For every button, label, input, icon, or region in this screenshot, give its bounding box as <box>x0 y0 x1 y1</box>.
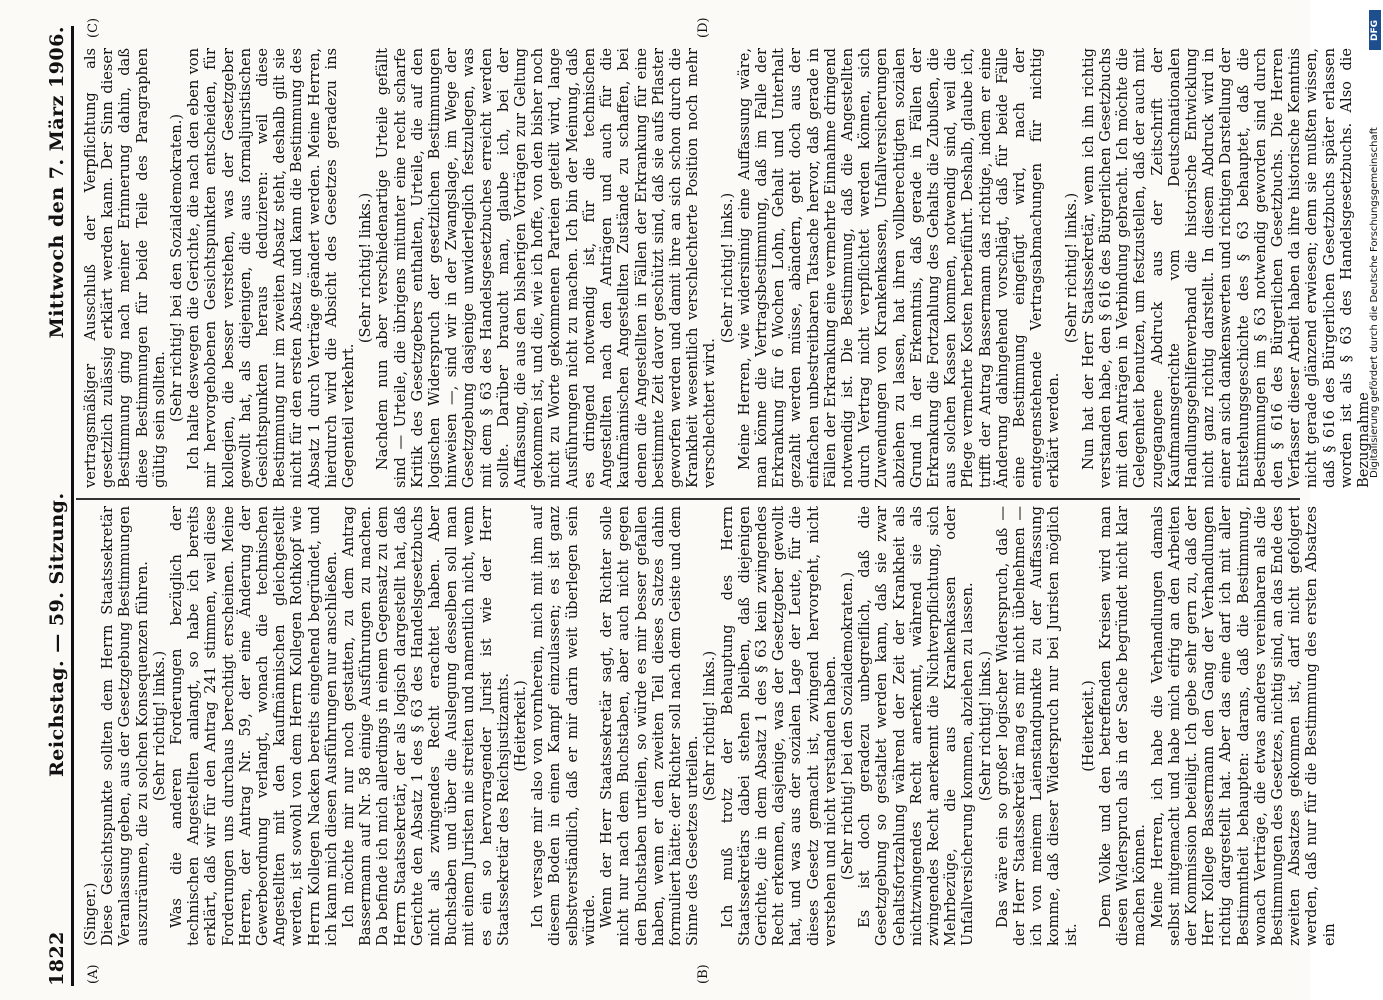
paragraph: Ich möchte mir nur noch gestatten, zu dem Antrag Bassermann auf Nr. 58 einige Ausführungen zu machen. Da befinde ich mich allerdings in einem Gegensatz zu dem Herrn Staatssekretär, der als logisch dargestellt hat, daß Gerichte den Absatz 1 des § 63 des Handelsgesetzbuchs nicht als zwingendes Recht erachtet haben. Aber Buchstaben und über die Auslegung desselben soll man mit einem Juristen nie streiten und namentlich nicht, wenn es ein so hervorragender Jurist ist wie der Herr Staatssekretär des Reichsjustizamts. <box>340 506 512 946</box>
interjection: (Sehr richtig! links.) <box>357 192 375 344</box>
speaker-name: (Singer.) <box>82 882 99 946</box>
text-column-right <box>82 48 1373 488</box>
session-date: Mittwoch den 7. März 1906. <box>46 26 68 339</box>
interjection: (Sehr richtig! links.) <box>718 192 736 344</box>
interjection: (Heiterkeit.) <box>512 680 530 772</box>
paragraph: Meine Herren, wie widersinnig eine Auffassung wäre, man könne die Vertragsbestimmung, daß im Falle der Erkrankung für 6 Wochen Lohn, Gehalt und Unterhalt gezahlt werden müsse, abändern, geht doch aus der einfachen unbestreitbaren Tatsache hervor, daß gerade in Fällen der Erkrankung eine vermehrte Einnahme dringend notwendig ist. Die Bestimmung, daß die Angestellten durch Vertrag nicht verpflichtet werden können, sich Zuwendungen von Krankenkassen, Unfallversicherungen abziehen zu lassen, hat ihren vollberechtigten sozialen Grund in der Erkenntnis, daß gerade in Fällen der Erkrankung die Fortzahlung des Gehalts die Zubußen, die aus solchen Kassen kommen, notwendig sind, weil die Pflege vermehrte Kosten herbeiführt. Deshalb, glaube ich, trifft der Antrag Bassermann das richtige, indem er eine Änderung dahingehend vorschlägt, daß für beide Fälle eine Bestimmung eingefügt wird, nach der entgegenstehende Vertragsabmachungen für nichtig erklärt werden. <box>735 48 1063 488</box>
interjection: (Sehr richtig! bei den Sozialdemokraten.) <box>838 571 856 881</box>
margin-letter-c: (C) <box>86 17 101 38</box>
interjection: (Sehr richtig! links.) <box>150 650 168 802</box>
paragraph: Wenn der Herr Staatssekretär sagt, der Richter solle nicht nur nach dem Buchstaben, aber auch nicht gegen den Buchstaben urteilen, so würde es mir besser gefallen haben, wenn er den zweiten Teil dieses Satzes dahin formuliert hätte: der Richter soll nach dem Geiste und dem Sinne des Gesetzes urteilen. <box>598 505 702 946</box>
column-divider <box>76 499 1300 501</box>
paragraph: Ich halte deswegen die Gerichte, die nach den eben von mir hervorgehobenen Gesichtspunkten entscheiden, für kollegien, die besser verstehen, was der Gesetzgeber gewollt hat, als diejenigen, die aus formaljuristischen Gesichtspunkten heraus deduzieren: weil diese Bestimmung nur im zweiten Absatz steht, deshalb gilt sie nicht für den ersten Absatz und kann die Bestimmung des Absatz 1 durch Verträge geändert werden. Meine Herren, hierdurch wird die Absicht des Gesetzes geradezu ins Gegenteil verkehrt. <box>185 48 358 488</box>
page-number: 1822 <box>46 931 68 986</box>
paragraph: Das wäre ein so großer logischer Widerspruch, daß — der Herr Staatssekretär mag es mir nicht übelnehmen — ich von meinem Laienstandpunkte zu der Auffassung komme, daß dieser Widerspruch nur bei Juristen möglich ist. <box>993 506 1080 946</box>
interjection: (Sehr richtig! links.) <box>976 650 994 802</box>
session-title: Reichstag. — 59. Sitzung. <box>46 492 68 778</box>
paragraph: Nun hat der Herr Staatssekretär, wenn ich ihn richtig verstanden habe, den § 616 des Bürgerlichen Gesetzbuchs mit den Anträgen in Verbindung gebracht. Ich möchte die Gelegenheit benutzen, um festzustellen, daß der auch mit zugegangene Abdruck aus der Zeitschrift der Kaufmannsgerichte vom Deutschnationalen Handlungsgehilfenverband die historische Entwicklung nicht ganz richtig darstellt. In diesem Abdruck wird in einer an sich dankenswerten und richtigen Darstellung der Entstehungsgeschichte des § 63 behauptet, daß die Bestimmungen im § 63 notwendig geworden sind durch den § 616 des Bürgerlichen Gesetzbuchs. Die Herren Verfasser dieser Arbeit haben da ihre historische Kenntnis nicht gerade glänzend erwiesen; denn sie mußten wissen, daß § 616 des Bürgerlichen Gesetzbuchs später erlassen worden ist als § 63 des Handelsgesetzbuchs. Also die Bezugnahme <box>1079 48 1373 488</box>
paragraph: Meine Herren, ich habe die Verhandlungen damals selbst mitgemacht und habe mich eifrig an den Arbeiten der Kommission beteiligt. Ich gebe sehr gern zu, daß der Herr Kollege Bassermann den Gang der Verhandlungen richtig dargestellt hat. Aber das eine darf ich mit aller Bestimmtheit behaupten: darans, daß die Bestimmung, wonach Verträge, die etwas anderes vereinbaren als die Bestimmungen des Gesetzes, nichtig sind, an das Ende des zweiten Absatzes gekommen ist, darf nicht gefolgert werden, daß nur für die Bestimmung des ersten Absatzes ein <box>1148 506 1338 946</box>
digitization-credit: Digitalisierung gefördert durch die Deutsche Forschungsgemeinschaft <box>1369 127 1380 478</box>
dfg-logo: DFG <box>1369 10 1381 50</box>
interjection: (Sehr richtig! links.) <box>1062 192 1080 344</box>
paragraph: vertragsmäßiger Ausschluß der Verpflichtung als gesetzlich zulässig erklärt werden kann. Der Sinn dieser Bestimmung ging nach meiner Erinnerung dahin, daß diese Bestimmungen für beide Teile des Paragraphen gültig sein sollten. <box>82 48 168 488</box>
margin-letter-b: (B) <box>696 964 711 984</box>
paragraph: Was die anderen Forderungen bezüglich der technischen Angestellten anlangt, so habe ich bereits erklärt, daß wir für den Antrag 241 stimmen, weil diese Forderungen uns durchaus berechtigt erscheinen. Meine Herren, der Antrag Nr. 59, der eine Änderung der Gewerbeordnung verlangt, wonach die technischen Angestellten mit den kaufmännischen gleichgestellt werden, ist sowohl von dem Herrn Kollegen Rothkopf wie Herrn Kollegen Nacken bereits eingehend begründet, und ich kann mich diesen Ausführungen nur anschließen. <box>168 506 340 946</box>
text-column-left <box>82 505 1338 946</box>
margin-letter-a: (A) <box>86 964 101 984</box>
paragraph: Diese Gesichtspunkte sollten dem Herrn Staatssekretär Veranlassung geben, aus der Gesetzgebung Bestimmungen auszuräumen, die zu solchen Konsequenzen führen. <box>99 506 151 946</box>
paragraph: Es ist doch geradezu unbegreiflich, daß die Gesetzgebung so gestaltet werden kann, daß sie zwar Gehaltsfortzahlung während der Zeit der Krankheit als nichtzwingendes Recht anerkennt, während sie als zwingendes Recht anerkennt die Nichtverpflichtung, sich Mehrbezüge, die aus Krankenkassen oder Unfallversicherung kommen, abziehen zu lassen. <box>856 506 977 946</box>
paragraph: Dem Volke und den betreffenden Kreisen wird man diesen Widerspruch als in der Sache begründet nicht klar machen können. <box>1096 506 1149 946</box>
paragraph: Nachdem nun aber verschiedenartige Urteile gefällt sind — Urteile, die übrigens mitunter eine recht scharfe Kritik des Gesetzgebers enthalten, Urteile, die auf den logischen Widerspruch der gesetzlichen Bestimmungen hinweisen —, sind wir in der Zwangslage, im Wege der Gesetzgebung dasjenige unwiderleglich festzulegen, was mit dem § 63 des Handelsgesetzbuches erreicht werden sollte. Darüber braucht man, glaube ich, bei der Auffassung, die aus den bisherigen Vorträgen zur Geltung gekommen ist, und die, wie ich hoffe, von den bisher noch nicht zu Worte gekommenen Parteien geteilt wird, lange Ausführungen nicht zu machen. Ich bin der Meinung, daß es dringend notwendig ist, für die technischen Angestellten nach den Anträgen und auch für die kaufmännischen Angestellten Zustände zu schaffen, bei denen die Angestellten in Fällen der Erkrankung für eine bestimmte Zeit davor geschützt sind, daß sie aufs Pflaster geworfen werden und damit ihre an sich schon durch die Krankheit wesentlich verschlechterte Position noch mehr verschlechtert wird. <box>374 48 719 488</box>
margin-letter-d: (D) <box>696 17 711 38</box>
paragraph: Ich muß trotz der Behauptung des Herrn Staatssekretärs dabei stehen bleiben, daß diejenigen Gerichte, die in dem Absatz 1 des § 63 kein zwingendes Recht erkennen, dasjenige, was der Gesetzgeber gewollt hat, und was aus der sozialen Lage der Leute, für die dieses Gesetz gemacht ist, zwingend hervorgeht, nicht verstehen und nicht verstanden haben. <box>718 506 839 946</box>
header-rule <box>71 26 74 986</box>
interjection: (Sehr richtig! links.) <box>701 650 719 802</box>
interjection: (Sehr richtig! bei den Sozialdemokraten.) <box>168 113 186 423</box>
interjection: (Heiterkeit.) <box>1079 680 1097 772</box>
page-header <box>34 26 68 986</box>
paragraph: Ich versage mir also von vornherein, mich mit ihm auf diesem Boden in einen Kampf einzulassen; es ist ganz selbstverständlich, daß er mir darin weit überlegen sein würde. <box>529 506 598 946</box>
